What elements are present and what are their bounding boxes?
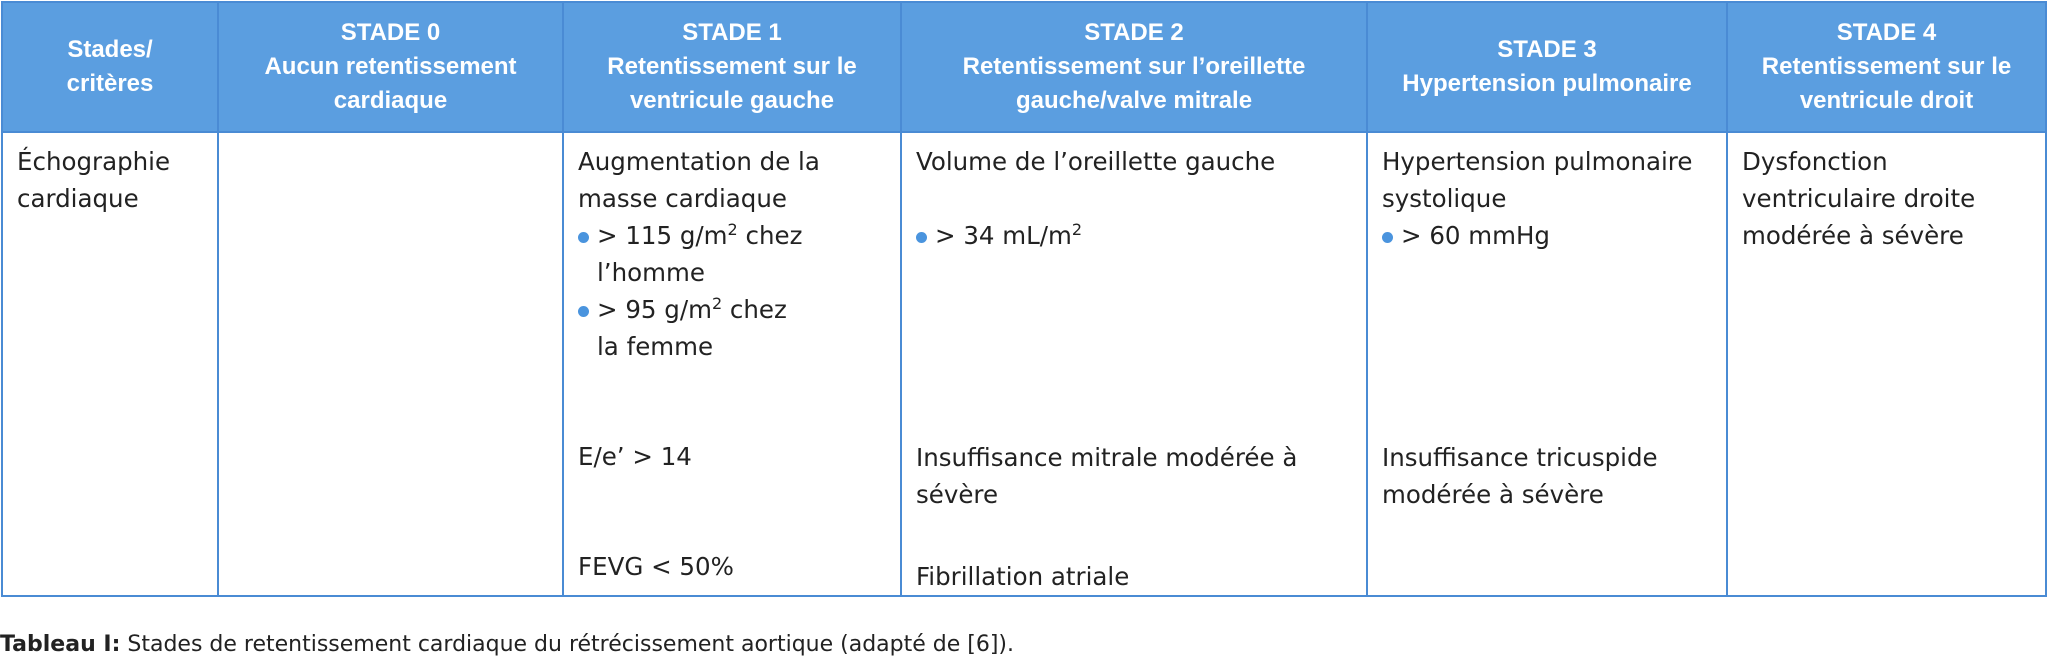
stade-3-bullet-1: > 60 mmHg [1401,221,1550,250]
caption-label: Tableau I: [0,632,121,657]
bullet-item [578,291,886,328]
stade-2-im: Insuffisance mitrale modérée à sévère [916,443,1298,509]
header-stade-3 [1367,2,1727,132]
stade-1-bullet-2-cont: la femme [597,332,714,361]
header-stade-2 [901,2,1367,132]
stade-2-fa: Fibrillation atriale [916,562,1130,591]
stade-0-cell [218,132,563,596]
bullet-icon [578,232,589,243]
bullet-item [1382,217,1712,254]
criterion-cell [2,132,218,596]
stade-1-bullet-1: > 115 $g/m^2$ chez [597,219,803,250]
stade-1-fevg: FEVG < 50% [578,552,734,581]
stages-table [1,1,2047,597]
bullet-icon [1382,232,1393,243]
header-stade-1 [563,2,901,132]
stade-1-ee: E/e’ > 14 [578,442,692,471]
bullet-item [916,217,1352,254]
header-criteria [2,2,218,132]
header-stade-4-title: STADE 4 [1836,19,1937,46]
header-stade-0-title: STADE 0 [340,19,441,46]
stade-3-title: Hypertension pulmonaire systolique [1382,147,1693,213]
header-stade-2-desc: Retentissement sur l’oreillette gauche/valve mitrale [962,53,1306,114]
criterion-label: Échographie cardiaque [17,147,171,213]
table-caption [0,632,1014,657]
bullet-icon [916,232,927,243]
bullet-item [578,217,886,254]
table-row [2,132,2046,596]
stade-1-bullet-1-cont: l’homme [597,258,705,287]
header-stade-4 [1727,2,2046,132]
header-stade-3-title: STADE 3 [1497,36,1597,63]
header-stade-0 [218,2,563,132]
stade-4-cell [1727,132,2046,596]
stade-1-title: Augmentation de la masse cardiaque [578,147,820,213]
stade-2-cell [901,132,1367,596]
bullet-icon [578,306,589,317]
stade-3-it: Insuffisance tricuspide modérée à sévère [1382,443,1658,509]
header-stade-2-title: STADE 2 [1084,19,1184,46]
header-stade-4-desc: Retentissement sur le ventricule droit [1761,53,2012,114]
stade-1-bullet-2: > 95 $g/m^2$ chez [597,293,787,324]
header-stade-3-desc: Hypertension pulmonaire [1402,70,1692,97]
header-stade-1-desc: Retentissement sur le ventricule gauche [607,53,857,114]
stade-3-cell [1367,132,1727,596]
header-criteria-line1: Stades/ [67,36,153,63]
caption-text: Stades de retentissement cardiaque du rétrécissement aortique (adapté de [6]). [120,632,1015,657]
stade-1-cell [563,132,901,596]
stade-4-text: Dysfonction ventriculaire droite modérée à sévère [1742,147,1976,250]
header-row [2,2,2046,132]
header-criteria-line2: critères [66,70,154,97]
header-stade-0-desc: Aucun retentissement cardiaque [264,53,517,114]
header-stade-1-title: STADE 1 [682,19,782,46]
stade-2-bullet-1: > 34 $mL/m^2$ [935,219,1083,250]
stade-2-title: Volume de l’oreillette gauche [916,147,1276,176]
